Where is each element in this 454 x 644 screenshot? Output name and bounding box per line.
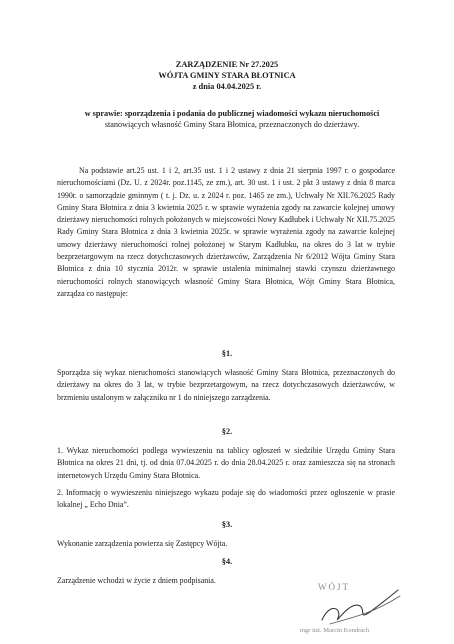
section-1-title: §1. (221, 349, 233, 358)
section-2-point-1: 1. Wykaz nieruchomości podlega wywieszeniu na tablicy ogłoszeń w siedzibie Urzędu Gminy Stara Błotnica na okres 21 dni, tj. od dnia 07.04.2025 r. do dnia 28.04.2025 r. oraz zamieszcza się na stronach internetowych Urzędu Gminy Stara Błotnica. (57, 446, 395, 480)
section-1-text: Sporządza się wykaz nieruchomości stanowiących własność Gminy Stara Błotnica, przeznaczonych do dzierżawy na okres do 3 lat, w trybie bezprzetargowym, na rzecz dotychczasowych dzierżawców, w brzmieniu ustalonym w załączniku nr 1 do niniejszego zarządzenia. (57, 368, 395, 402)
section-3-title: §3. (221, 520, 233, 529)
stamp-name: mgr inż. Marcin Kondrach (300, 627, 370, 634)
subject-bold: w sprawie: sporządzenia i podania do publicznej wiadomości wykazu nieruchomości (84, 109, 380, 118)
section-3-text: Wykonanie zarządzenia powierza się Zastępcy Wójta. (57, 539, 228, 548)
section-2-point-2: 2. Informację o wywieszeniu niniejszego wykazu podaje się do wiadomości przez ogłoszenie w prasie lokalnej „ Echo Dnia”. (57, 488, 395, 510)
subject-block (40, 108, 424, 130)
signature-stamp (300, 560, 410, 640)
issuer-line: WÓJTA GMINY STARA BŁOTNICA (158, 71, 296, 80)
signature-underline (330, 596, 400, 624)
subject-normal: stanowiących własność Gminy Stara Błotnica, przeznaczonych do dzierżawy. (104, 120, 360, 129)
section-4-title: §4. (221, 557, 233, 566)
section-4-text: Zarządzenie wchodzi w życie z dniem podpisania. (57, 576, 216, 585)
document-date: z dnia 04.04.2025 r. (192, 82, 262, 91)
preamble-paragraph: Na podstawie art.25 ust. 1 i 2, art.35 ust. 1 i 2 ustawy z dnia 21 sierpnia 1997 r. o gospodarce nieruchomościami (Dz. U. z 2024r. poz.1145, ze zm.), art. 30 ust. 1 i ust. 2 pkt 3 ustawy z dnia 8 marca 1990r. o samorządzie gminnym ( t. j. Dz. u. z 2024 r. poz. 1465 ze zm.), Uchwały Nr XII.76.2025 Rady Gminy Stara Błotnica z dnia 3 kwietnia 2025 r. w sprawie wyrażenia zgody na zawarcie kolejnej umowy dzierżawy nieruchomości rolnych położonych w miejscowości Nowy Kadłubek i Uchwały Nr XII.75.2025 Rady Gminy Stara Błotnica z dnia 3 kwietnia 2025r. w sprawie wyrażenia zgody na zawarcie kolejnej umowy dzierżawy nieruchomości rolnej położonej w Starym Kadłubku, na okres do 3 lat w trybie bezprzetargowym na rzecz dotychczasowych dzierżawców, Zarządzenia Nr 6/2012 Wójta Gminy Stara Błotnica z dnia 10 stycznia 2012r. w sprawie ustalenia minimalnej stawki czynszu dzierżawnego nieruchomości rolnych stanowiących własność Gminy Stara Błotnica, Wójt Gminy Stara Błotnica, zarządza co następuje: (57, 166, 395, 298)
document-title: ZARZĄDZENIE Nr 27.2025 (175, 60, 279, 69)
section-2-title: §2. (221, 427, 233, 436)
stamp-title: WÓJT (318, 582, 350, 592)
